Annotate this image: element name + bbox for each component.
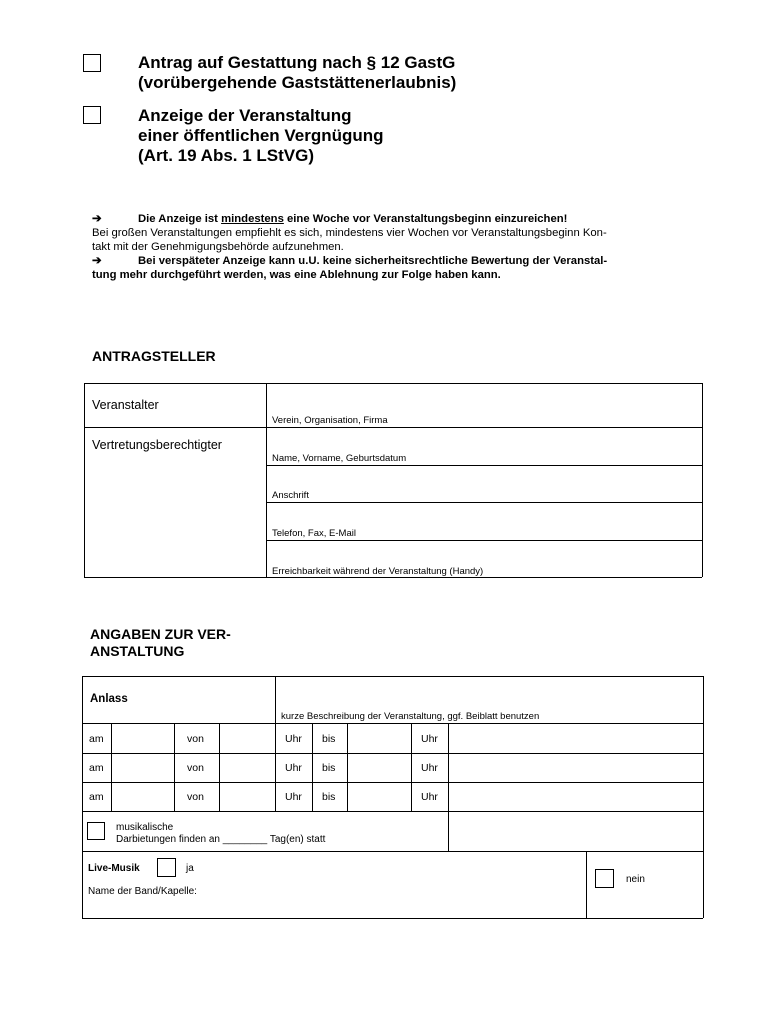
row1-from-field[interactable] (220, 724, 274, 752)
live-musik-divider (586, 851, 587, 918)
notice-line4 (92, 254, 692, 268)
veranstaltung-border-left (82, 676, 83, 918)
row1-bis: bis (322, 733, 336, 745)
name-hint: Name, Vorname, Geburtsdatum (272, 453, 407, 464)
gestattung-title-line1: Antrag auf Gestattung nach § 12 GastG (138, 53, 456, 72)
notice-line5: tung mehr durchgeführt werden, was eine Ablehnung zur Folge haben kann. (92, 269, 501, 281)
row1-date-field[interactable] (112, 724, 173, 752)
antragsteller-border-left (84, 383, 85, 577)
row2-uhr2: Uhr (421, 762, 438, 774)
veranstaltung-border-bottom (82, 918, 703, 919)
live-musik-ja-checkbox[interactable] (157, 858, 176, 877)
row1-am: am (89, 733, 104, 745)
row1-uhr1: Uhr (285, 733, 302, 745)
row1-uhr2: Uhr (421, 733, 438, 745)
verein-hint: Verein, Organisation, Firma (272, 415, 388, 426)
musik-checkbox[interactable] (87, 822, 105, 840)
row1-von: von (187, 733, 204, 745)
row3-date-field[interactable] (112, 783, 173, 810)
veranstalter-label: Veranstalter (92, 398, 159, 412)
notice-line4-text: Bei verspäteter Anzeige kann u.U. keine sicherheitsrechtliche Bewertung der Veranstal- (138, 255, 608, 267)
row2-von: von (187, 762, 204, 774)
notice-line1-underlined: mindestens (221, 213, 284, 225)
live-musik-label: Live-Musik (88, 863, 140, 874)
gestattung-title-line2: (vorübergehende Gaststättenerlaubnis) (138, 73, 457, 92)
row3-to-field[interactable] (348, 783, 410, 810)
veranstaltung-border-right (703, 676, 704, 918)
row2-uhr1: Uhr (285, 762, 302, 774)
row1-to-field[interactable] (348, 724, 410, 752)
band-field[interactable] (200, 880, 580, 910)
arrow-right-icon: ➔ (92, 255, 102, 267)
gestattung-title (138, 53, 456, 93)
row3-am: am (89, 791, 104, 803)
anschrift-hint: Anschrift (272, 490, 309, 501)
antragsteller-title: ANTRAGSTELLER (92, 348, 216, 364)
row2-bis: bis (322, 762, 336, 774)
col-line-4 (275, 723, 276, 811)
veranstaltung-title (90, 626, 231, 660)
anzeige-title-line1: Anzeige der Veranstaltung (138, 106, 352, 125)
vertretungsberechtigter-label: Vertretungsberechtigter (92, 438, 222, 452)
gestattung-checkbox[interactable] (83, 54, 101, 72)
veranstaltung-title-line2: ANSTALTUNG (90, 643, 185, 659)
col-line-8 (448, 723, 449, 851)
row2-am: am (89, 762, 104, 774)
notice-line3: takt mit der Genehmigungsbehörde aufzunehmen. (92, 241, 344, 253)
musik-text-line1: musikalische (116, 822, 174, 833)
notice-line2: Bei großen Veranstaltungen empfiehlt es sich, mindestens vier Wochen vor Veranstaltungsbeginn Kon- (92, 227, 607, 239)
live-musik-ja-label: ja (186, 863, 194, 874)
row-sep-5 (82, 851, 703, 852)
antragsteller-border-bottom (84, 577, 702, 578)
telefon-hint: Telefon, Fax, E-Mail (272, 528, 356, 539)
row3-von: von (187, 791, 204, 803)
row3-bis: bis (322, 791, 336, 803)
row2-from-field[interactable] (220, 754, 274, 781)
anlass-label: Anlass (90, 693, 128, 705)
anzeige-title (138, 106, 384, 166)
row3-from-field[interactable] (220, 783, 274, 810)
musik-text-line2: Darbietungen finden an ________ Tag(en) statt (116, 834, 326, 845)
anlass-hint: kurze Beschreibung der Veranstaltung, ggf. Beiblatt benutzen (281, 711, 540, 722)
notice-line1-pre: Die Anzeige ist (138, 213, 222, 225)
row3-uhr2: Uhr (421, 791, 438, 803)
row-sep-4 (82, 811, 703, 812)
live-musik-nein-label: nein (626, 874, 645, 885)
musik-text (116, 822, 325, 846)
row2-date-field[interactable] (112, 754, 173, 781)
row3-uhr1: Uhr (285, 791, 302, 803)
row2-to-field[interactable] (348, 754, 410, 781)
arrow-right-icon: ➔ (92, 213, 102, 225)
anschrift-field[interactable] (267, 466, 701, 501)
col-line-7 (411, 723, 412, 811)
notice-line1 (92, 212, 692, 226)
anzeige-title-line3: (Art. 19 Abs. 1 LStVG) (138, 146, 315, 165)
live-musik-nein-checkbox[interactable] (595, 869, 614, 888)
col-line-5 (312, 723, 313, 811)
band-label: Name der Band/Kapelle: (88, 886, 197, 897)
veranstaltung-title-line1: ANGABEN ZUR VER- (90, 626, 231, 642)
anzeige-title-line2: einer öffentlichen Vergnügung (138, 126, 384, 145)
antragsteller-border-right (702, 383, 703, 577)
notice-line1-post: eine Woche vor Veranstaltungsbeginn einzureichen! (283, 213, 568, 225)
anzeige-checkbox[interactable] (83, 106, 101, 124)
notice-block (92, 212, 692, 282)
col-line-2 (174, 723, 175, 811)
erreichbarkeit-hint: Erreichbarkeit während der Veranstaltung (Handy) (272, 566, 484, 577)
